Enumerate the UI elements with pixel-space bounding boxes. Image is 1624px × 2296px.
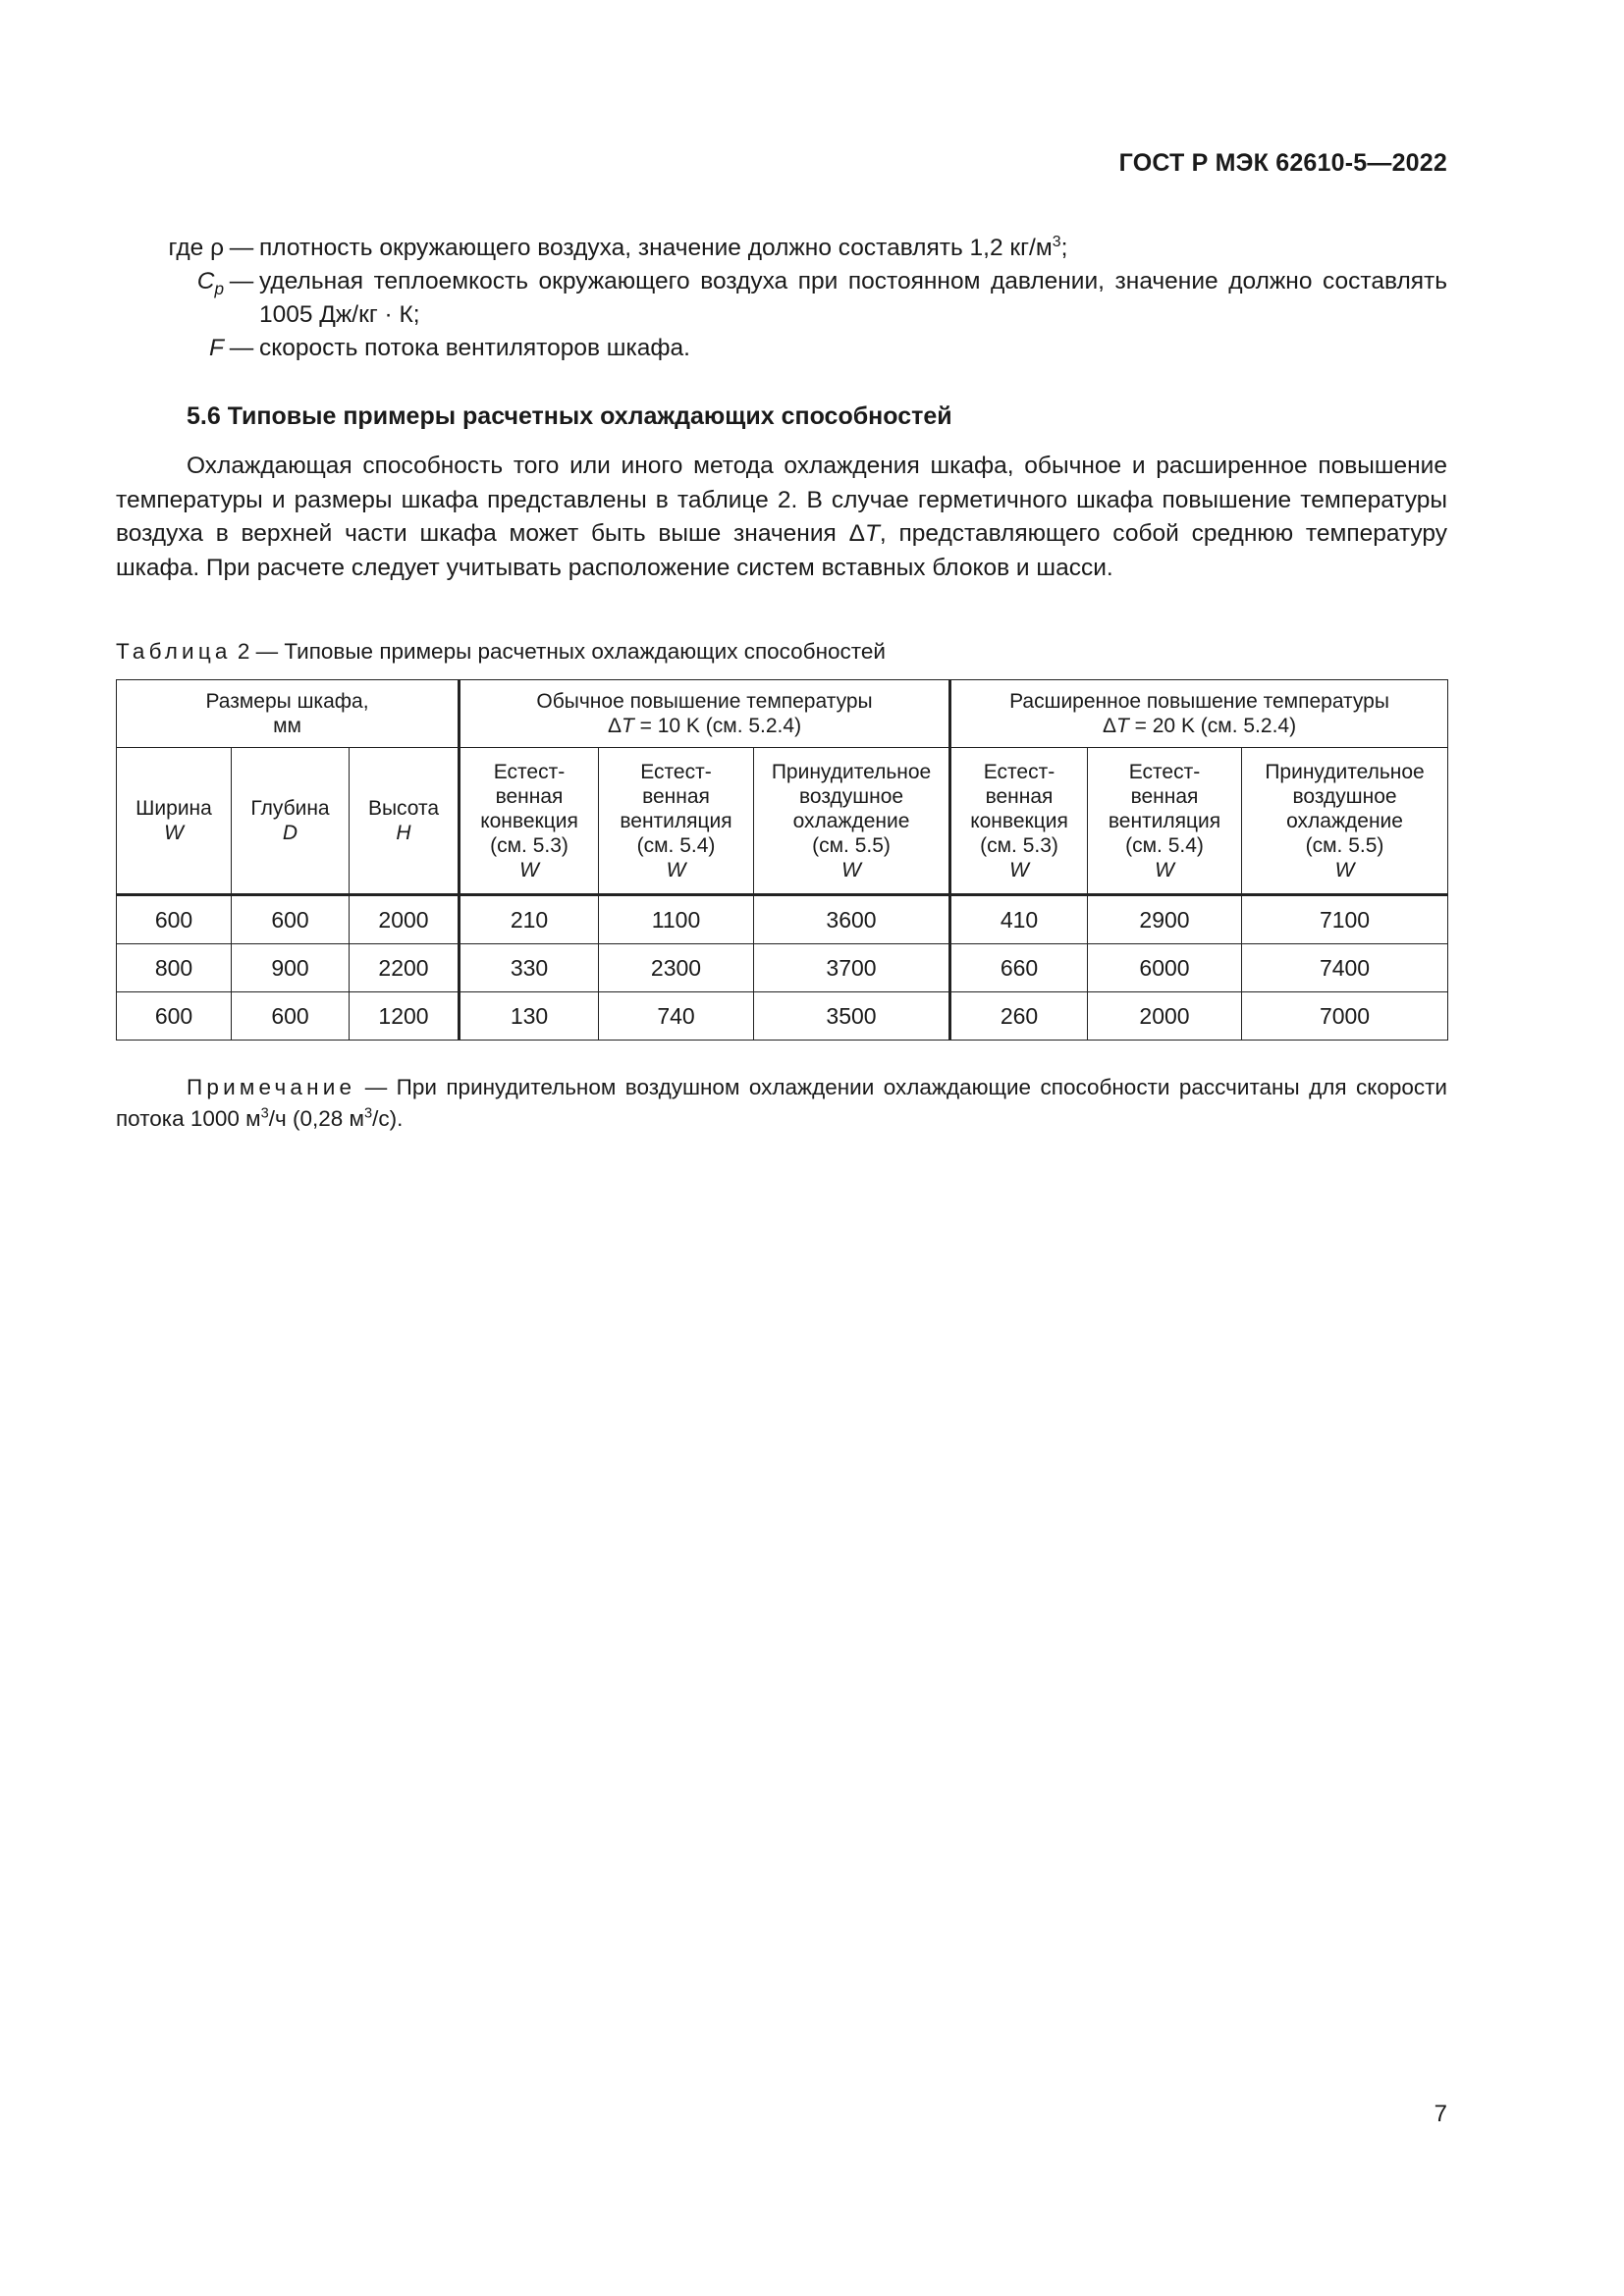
section-title: 5.6 Типовые примеры расчетных охлаждающих способностей	[187, 402, 952, 430]
rho-definition: плотность окружающего воздуха, значение должно составлять 1,2 кг/м	[259, 235, 1053, 261]
table-cell: 7100	[1242, 895, 1448, 944]
definition-cp: $C_p$ — удельная теплоемкость окружающего воздуха при постоянном давлении, значение должно составлять 1005 Дж/кг · К;	[116, 265, 1447, 332]
table-cell: 410	[950, 895, 1088, 944]
table-cell: 600	[117, 895, 232, 944]
table-cell: 600	[117, 992, 232, 1041]
header-depth: Глубина D	[232, 748, 350, 895]
table-cell: 1200	[350, 992, 460, 1041]
header-width: Ширина W	[117, 748, 232, 895]
body-paragraph: Охлаждающая способность того или иного метода охлаждения шкафа, обычное и расширенное повышение температуры и размеры шкафа представлены в таблице 2. В случае герметичного шкафа повышение температуры воздуха в верхней части шкафа может быть выше значения ΔT, представляющего собой среднюю температуру шкафа. При расчете следует учитывать расположение систем вставных блоков и шасси.	[116, 453, 1448, 581]
table-cell: 2900	[1088, 895, 1242, 944]
header-natural-ventilation-normal: Естест- венная вентиляция (см. 5.4) W	[599, 748, 754, 895]
cp-subscript: p	[214, 278, 224, 298]
table-caption-text: 2 — Типовые примеры расчетных охлаждающих способностей	[237, 639, 886, 664]
table-cell: 600	[232, 992, 350, 1041]
cp-symbol: C	[196, 268, 215, 294]
table-caption-word: Таблица	[116, 639, 232, 664]
header-natural-convection-extended: Естест- венная конвекция (см. 5.3) W	[950, 748, 1088, 895]
table-cell: 900	[232, 944, 350, 992]
table-header-groups	[117, 680, 1448, 748]
table-row	[117, 944, 1448, 992]
header-natural-ventilation-extended: Естест- венная вентиляция (см. 5.4) W	[1088, 748, 1242, 895]
f-definition: скорость потока вентиляторов шкафа.	[259, 335, 690, 361]
table-note: Примечание — При принудительном воздушном охлаждении охлаждающие способности рассчитаны для скорости потока 1000 $м^3/ч$ (0,28 $м^3/с$).	[116, 1075, 1447, 1131]
definitions-list	[116, 232, 1447, 365]
table-cell: 3600	[754, 895, 950, 944]
table-cell: 600	[232, 895, 350, 944]
header-extended-temperature-rise: Расширенное повышение температуры ΔT = 20 K (см. 5.2.4)	[950, 680, 1448, 748]
cooling-capacity-table	[116, 679, 1448, 1041]
f-symbol: F	[209, 335, 224, 361]
table-row	[117, 992, 1448, 1041]
table-cell: 7400	[1242, 944, 1448, 992]
table-cell: 1100	[599, 895, 754, 944]
table-caption	[116, 639, 886, 665]
rho-unit-superscript: 3	[1052, 233, 1061, 250]
rho-symbol: ρ	[210, 235, 224, 261]
header-height: Высота H	[350, 748, 460, 895]
header-natural-convection-normal: Естест- венная конвекция (см. 5.3) W	[460, 748, 599, 895]
table-cell: 2000	[1088, 992, 1242, 1041]
table-cell: 740	[599, 992, 754, 1041]
table-cell: 3500	[754, 992, 950, 1041]
table-header-columns	[117, 748, 1448, 895]
table-cell: 2000	[350, 895, 460, 944]
cp-definition: удельная теплоемкость окружающего воздуха при постоянном давлении, значение должно составлять 1005 Дж/кг · К;	[259, 268, 1447, 328]
table-cell: 6000	[1088, 944, 1242, 992]
table-cell: 800	[117, 944, 232, 992]
table-cell: 2200	[350, 944, 460, 992]
header-forced-air-extended: Принудительное воздушное охлаждение (см. 5.5) W	[1242, 748, 1448, 895]
definition-prefix: где	[168, 235, 204, 261]
header-cabinet-dimensions: Размеры шкафа, мм	[117, 680, 460, 748]
table-cell: 2300	[599, 944, 754, 992]
header-forced-air-normal: Принудительное воздушное охлаждение (см. 5.5) W	[754, 748, 950, 895]
table-cell: 3700	[754, 944, 950, 992]
definition-f: F — скорость потока вентиляторов шкафа.	[116, 332, 1447, 365]
page-number: 7	[1434, 2101, 1447, 2127]
table-row	[117, 895, 1448, 944]
table-cell: 210	[460, 895, 599, 944]
table-cell: 330	[460, 944, 599, 992]
definition-dash: —	[229, 235, 254, 261]
definition-rho: где ρ — плотность окружающего воздуха, значение должно составлять 1,2 $кг/м^3$;	[116, 232, 1447, 265]
table-cell: 130	[460, 992, 599, 1041]
note-label: Примечание	[187, 1075, 356, 1099]
header-normal-temperature-rise: Обычное повышение температуры ΔT = 10 K (см. 5.2.4)	[460, 680, 950, 748]
table-cell: 260	[950, 992, 1088, 1041]
table-cell: 7000	[1242, 992, 1448, 1041]
table-cell: 660	[950, 944, 1088, 992]
standard-header: ГОСТ Р МЭК 62610-5—2022	[1118, 149, 1447, 177]
